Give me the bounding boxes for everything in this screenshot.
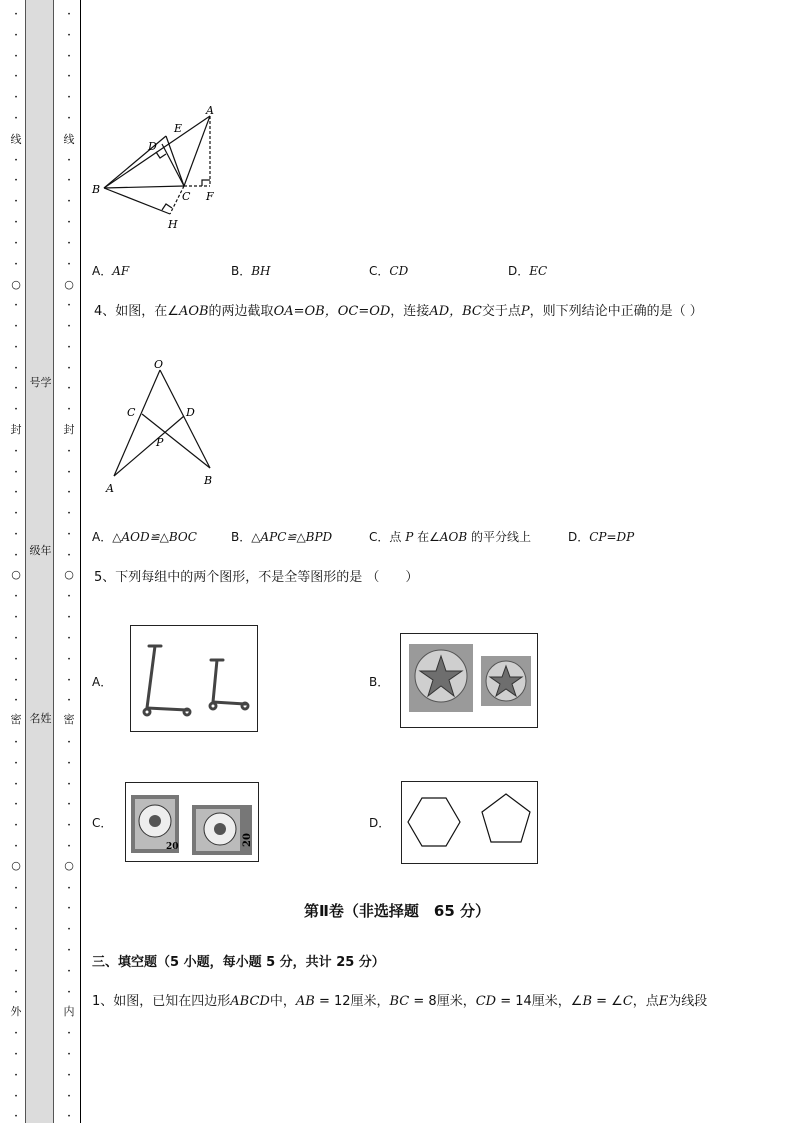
right-binding-dot: • bbox=[67, 510, 71, 518]
q3-option-c[interactable]: C．CD bbox=[369, 264, 409, 278]
left-binding-dot: • bbox=[14, 385, 18, 393]
left-binding-mark: 封 bbox=[10, 423, 22, 436]
margin-rule bbox=[80, 0, 81, 1123]
right-binding-dot: • bbox=[67, 551, 71, 559]
left-binding-mark: 外 bbox=[10, 1005, 22, 1018]
right-binding-dot: • bbox=[67, 385, 71, 393]
q5-option-d[interactable]: D． bbox=[369, 816, 391, 830]
right-binding-mark: 内 bbox=[63, 1005, 75, 1018]
fig-label-p: P bbox=[156, 436, 164, 449]
fill-in-section-heading: 三、填空题（5 小题，每小题 5 分，共计 25 分） bbox=[92, 955, 385, 970]
q4-option-c[interactable]: C．点 P 在∠AOB 的平分线上 bbox=[369, 530, 532, 544]
q4-option-a[interactable]: A．△AOD≌△BOC bbox=[92, 530, 197, 544]
left-binding-dot: • bbox=[14, 759, 18, 767]
right-binding-dot: • bbox=[67, 635, 71, 642]
left-binding-dot: • bbox=[14, 489, 18, 497]
right-binding-column bbox=[62, 0, 76, 1123]
fig-label-h: H bbox=[168, 218, 178, 231]
right-binding-mark: 封 bbox=[63, 423, 75, 436]
left-binding-dot: • bbox=[14, 884, 18, 892]
left-binding-dot: • bbox=[14, 967, 18, 975]
right-binding-dot: • bbox=[67, 302, 71, 310]
right-binding-dot: • bbox=[67, 198, 71, 206]
right-binding-mark: 密 bbox=[63, 713, 75, 726]
q5-figure-stamps bbox=[125, 782, 259, 862]
left-binding-dot: • bbox=[14, 655, 18, 663]
left-binding-dot: • bbox=[14, 635, 18, 642]
q5-stem: 5、下列每组中的两个图形，不是全等图形的是 （ ） bbox=[94, 570, 419, 585]
right-binding-dot: • bbox=[67, 905, 71, 913]
fig-label-b: B bbox=[92, 183, 101, 196]
right-binding-dot: • bbox=[67, 801, 71, 809]
fig-label-d: D bbox=[148, 140, 157, 153]
right-binding-dot: • bbox=[67, 364, 71, 372]
right-binding-dot: • bbox=[67, 31, 71, 39]
q5-figure-emblems bbox=[400, 633, 538, 728]
q4-angle-figure bbox=[100, 352, 230, 497]
left-binding-dot: • bbox=[14, 551, 18, 559]
q5-option-a[interactable]: A． bbox=[92, 675, 113, 689]
right-binding-dot: • bbox=[67, 489, 71, 497]
right-binding-dot: • bbox=[67, 156, 71, 164]
right-binding-dot: • bbox=[67, 177, 71, 185]
right-binding-dot: • bbox=[67, 219, 71, 226]
right-binding-mark: ○ bbox=[64, 568, 74, 581]
left-binding-mark: ○ bbox=[11, 859, 21, 872]
left-binding-dot: • bbox=[14, 198, 18, 206]
right-binding-dot: • bbox=[67, 343, 71, 351]
q5-figure-scooters bbox=[130, 625, 258, 732]
left-binding-dot: • bbox=[14, 614, 18, 622]
right-binding-dot: • bbox=[67, 967, 71, 975]
right-binding-dot: • bbox=[67, 1071, 71, 1079]
left-binding-dot: • bbox=[14, 780, 18, 788]
right-binding-mark: ○ bbox=[64, 278, 74, 291]
left-binding-dot: • bbox=[14, 697, 18, 705]
fig-label-c: C bbox=[182, 190, 191, 203]
q3-option-b[interactable]: B．BH bbox=[231, 264, 271, 278]
stamp-value-1: 20 bbox=[166, 842, 179, 852]
left-binding-dot: • bbox=[14, 739, 18, 746]
q4-option-b[interactable]: B．△APC≌△BPD bbox=[231, 530, 333, 544]
student-info-strip bbox=[25, 0, 54, 1123]
left-binding-dot: • bbox=[14, 1030, 18, 1038]
right-binding-dot: • bbox=[67, 947, 71, 954]
left-binding-dot: • bbox=[14, 94, 18, 102]
right-binding-dot: • bbox=[67, 655, 71, 663]
right-binding-dot: • bbox=[67, 926, 71, 934]
left-binding-dot: • bbox=[14, 1051, 18, 1058]
fig-label-c2: C bbox=[127, 406, 136, 419]
right-binding-dot: • bbox=[67, 531, 71, 538]
q5-option-b[interactable]: B． bbox=[369, 675, 390, 689]
left-binding-dot: • bbox=[14, 1071, 18, 1079]
left-binding-dot: • bbox=[14, 364, 18, 372]
left-binding-dot: • bbox=[14, 406, 18, 414]
left-binding-dot: • bbox=[14, 115, 18, 122]
right-binding-dot: • bbox=[67, 406, 71, 414]
left-binding-dot: • bbox=[14, 31, 18, 39]
right-binding-dot: • bbox=[67, 614, 71, 622]
right-binding-dot: • bbox=[67, 1113, 71, 1121]
left-binding-dot: • bbox=[14, 843, 18, 850]
label-student-number: 号学 bbox=[29, 376, 52, 389]
q4-stem: 4、如图，在∠AOB的两边截取OA=OB，OC=OD，连接AD，BC交于点P，则下列结论中正确的是（ ） bbox=[94, 304, 703, 319]
left-binding-dot: • bbox=[14, 302, 18, 310]
right-binding-mark: 线 bbox=[63, 133, 75, 146]
left-binding-dot: • bbox=[14, 1113, 18, 1121]
left-binding-dot: • bbox=[14, 468, 18, 476]
right-binding-dot: • bbox=[67, 447, 71, 455]
q5-option-c[interactable]: C． bbox=[92, 816, 113, 830]
left-binding-dot: • bbox=[14, 510, 18, 518]
left-binding-dot: • bbox=[14, 822, 18, 830]
left-binding-dot: • bbox=[14, 905, 18, 913]
left-binding-dot: • bbox=[14, 177, 18, 185]
right-binding-dot: • bbox=[67, 739, 71, 746]
right-binding-dot: • bbox=[67, 1092, 71, 1100]
right-binding-dot: • bbox=[67, 239, 71, 247]
label-class: 级年 bbox=[29, 544, 52, 557]
right-binding-dot: • bbox=[67, 260, 71, 268]
part-two-title: 第Ⅱ卷（非选择题 65 分） bbox=[304, 902, 490, 920]
q3-option-a[interactable]: A．AF bbox=[92, 264, 130, 278]
left-binding-dot: • bbox=[14, 988, 18, 996]
right-binding-dot: • bbox=[67, 1051, 71, 1058]
left-binding-mark: 线 bbox=[10, 133, 22, 146]
right-binding-dot: • bbox=[67, 822, 71, 830]
left-binding-dot: • bbox=[14, 447, 18, 455]
left-binding-dot: • bbox=[14, 531, 18, 538]
left-binding-dot: • bbox=[14, 801, 18, 809]
left-binding-column bbox=[9, 0, 23, 1123]
fig-label-b2: B bbox=[204, 474, 213, 487]
right-binding-dot: • bbox=[67, 468, 71, 476]
right-binding-dot: • bbox=[67, 780, 71, 788]
right-binding-dot: • bbox=[67, 697, 71, 705]
left-binding-mark: ○ bbox=[11, 278, 21, 291]
fig-label-o: O bbox=[154, 358, 164, 371]
q5-figure-polygons bbox=[401, 781, 538, 864]
right-binding-dot: • bbox=[67, 676, 71, 684]
right-binding-mark: ○ bbox=[64, 859, 74, 872]
left-binding-dot: • bbox=[14, 676, 18, 684]
right-binding-dot: • bbox=[67, 593, 71, 601]
left-binding-dot: • bbox=[14, 343, 18, 351]
left-binding-dot: • bbox=[14, 947, 18, 954]
left-binding-mark: 密 bbox=[10, 713, 22, 726]
left-binding-dot: • bbox=[14, 593, 18, 601]
left-binding-dot: • bbox=[14, 73, 18, 81]
left-binding-dot: • bbox=[14, 11, 18, 18]
left-binding-dot: • bbox=[14, 926, 18, 934]
left-binding-mark: ○ bbox=[11, 568, 21, 581]
fig-label-a: A bbox=[206, 104, 214, 117]
fig-label-a2: A bbox=[106, 482, 114, 495]
left-binding-dot: • bbox=[14, 219, 18, 226]
right-binding-dot: • bbox=[67, 73, 71, 81]
right-binding-dot: • bbox=[67, 11, 71, 18]
right-binding-dot: • bbox=[67, 52, 71, 60]
q3-option-d[interactable]: D．EC bbox=[508, 264, 548, 278]
right-binding-dot: • bbox=[67, 115, 71, 122]
right-binding-dot: • bbox=[67, 94, 71, 102]
right-binding-dot: • bbox=[67, 843, 71, 850]
stamp-value-2: 20 bbox=[242, 833, 253, 847]
left-binding-dot: • bbox=[14, 1092, 18, 1100]
fig-label-f: F bbox=[206, 190, 214, 203]
right-binding-dot: • bbox=[67, 988, 71, 996]
fig-label-e: E bbox=[174, 122, 183, 135]
left-binding-dot: • bbox=[14, 52, 18, 60]
right-binding-dot: • bbox=[67, 1030, 71, 1038]
left-binding-dot: • bbox=[14, 156, 18, 164]
label-name: 名姓 bbox=[29, 712, 52, 725]
q4-option-d[interactable]: D．CP=DP bbox=[568, 530, 635, 544]
right-binding-dot: • bbox=[67, 884, 71, 892]
left-binding-dot: • bbox=[14, 260, 18, 268]
q3-triangle-figure bbox=[88, 100, 228, 235]
fill-question-1: 1、如图，已知在四边形ABCD中，AB = 12厘米，BC = 8厘米，CD = 14厘米，∠B = ∠C，点E为线段 bbox=[92, 994, 708, 1009]
left-binding-dot: • bbox=[14, 323, 18, 330]
right-binding-dot: • bbox=[67, 323, 71, 330]
left-binding-dot: • bbox=[14, 239, 18, 247]
fig-label-d2: D bbox=[186, 406, 195, 419]
right-binding-dot: • bbox=[67, 759, 71, 767]
